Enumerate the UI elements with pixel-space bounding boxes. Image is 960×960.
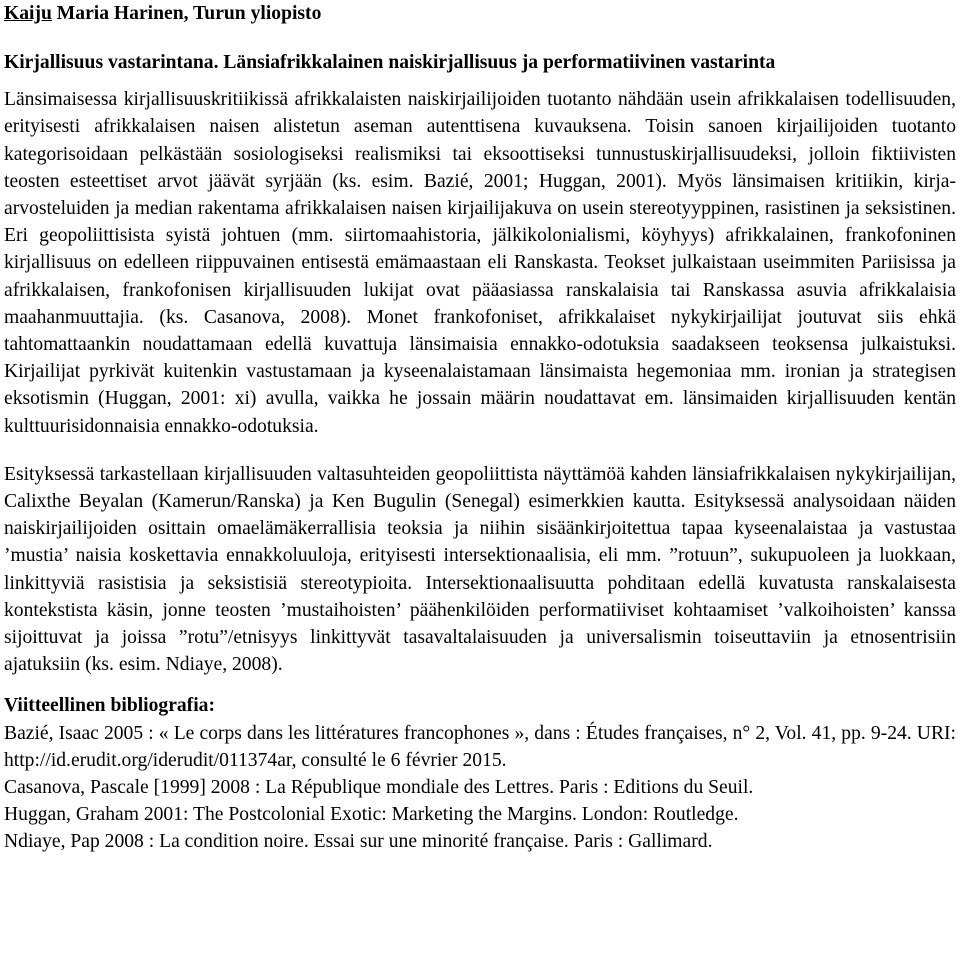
bibliography-entry: Ndiaye, Pap 2008 : La condition noire. Essai sur une minorité française. Paris : Gallimard.: [4, 831, 713, 853]
document-title: Kirjallisuus vastarintana. Länsiafrikkalainen naiskirjallisuus ja performatiivinen vastarinta: [4, 52, 776, 73]
bibliography-heading: Viitteellinen bibliografia:: [4, 695, 215, 717]
author-affiliation: Maria Harinen, Turun yliopisto: [51, 3, 322, 24]
body-paragraph: Länsimaisessa kirjallisuuskritiikissä afrikkalaisten naiskirjailijoiden tuotanto nähdään usein afrikkalaisen todellisuuden, erityisesti afrikkalaisen naisen alistetun aseman autenttisena kuvauksena. Toisin sanoen kirjailijoiden tuotanto kategorisoidaan pelkästään sosiologiseksi realismiksi tai eksoottiseksi tunnustuskirjallisuudeksi, jolloin fiktiivisten teosten esteettiset arvot jäävät syrjään (ks. esim. Bazié, 2001; Huggan, 2001). Myös länsimaisen kritiikin, kirja-arvosteluiden ja median rakentama afrikkalaisen naisen kirjailijakuva on usein stereotyyppinen, rasistinen ja seksistinen. Eri geopoliittisista syistä johtuen (mm. siirtomaahistoria, jälkikolonialismi, köyhyys) afrikkalainen, frankofoninen kirjallisuus on edelleen riippuvainen entisestä emämaastaan eli Ranskasta. Teokset julkaistaan useimmiten Pariisissa ja afrikkalaisen, frankofonisen kirjallisuuden lukijat ovat pääasiassa ranskalaisia tai Ranskassa asuvia afrikkalaisia maahanmuuttajia. (ks. Casanova, 2008). Monet frankofoniset, afrikkalaiset nykykirjailijat joutuvat siis ehkä tahtomattaankin noudattamaan edellä kuvattuja länsimaisia ennakko-odotuksia saadakseen teoksensa julkaistuksi. Kirjailijat pyrkivät kuitenkin vastustamaan ja kyseenalaistamaan länsimaista hegemoniaa mm. ironian ja strategisen eksotismin (Huggan, 2001: xi) avulla, vaikka he jossain määrin noudattavat em. länsimaiden kirjallisuuden kentän kulttuurisidonnaisia ennakko-odotuksia.: [4, 89, 956, 437]
bibliography-list: [4, 720, 956, 856]
bibliography-entry: Bazié, Isaac 2005 : « Le corps dans les littératures francophones », dans : Études françaises, n° 2, Vol. 41, pp. 9-24. URI: http://id.erudit.org/iderudit/011374ar, consulté le 6 février 2015.: [4, 722, 956, 771]
bibliography-entry: Casanova, Pascale [1999] 2008 : La République mondiale des Lettres. Paris : Editions du Seuil.: [4, 777, 754, 799]
document-page: [4, 0, 956, 856]
body-paragraph: Esityksessä tarkastellaan kirjallisuuden valtasuhteiden geopoliittista näyttämöä kahden länsiafrikkalaisen nykykirjailijan, Calixthe Beyalan (Kamerun/Ranska) ja Ken Bugulin (Senegal) esimerkkien kautta. Esityksessä analysoidaan näiden naiskirjailijoiden osittain omaelämäkerrallisia teoksia ja niihin sisäänkirjoitettua tapaa kyseenalaistaa ja vastustaa ’mustia’ naisia koskettavia ennakkoluuloja, erityisesti intersektionaalisia, eli mm. ”rotuun”, sukupuoleen ja luokkaan, linkittyviä rasistisia ja seksistisiä stereotypioita. Intersektionaalisuutta pohditaan edellä kuvatusta ranskalaisesta kontekstista käsin, jonne teosten ’mustaihoisten’ päähenkilöiden performatiiviset kohtaamiset ’valkoihoisten’ kanssa sijoittuvat ja joissa ”rotu”/etnisyys linkittyvät tasavaltalaisuuden ja universalismin toiseuttaviin ja etnosentrisiin ajatuksiin (ks. esim. Ndiaye, 2008).: [4, 463, 956, 676]
author-line: [4, 0, 956, 27]
author-first-name: Kaiju: [4, 3, 52, 24]
bibliography-entry: Huggan, Graham 2001: The Postcolonial Exotic: Marketing the Margins. London: Routledge.: [4, 804, 739, 826]
